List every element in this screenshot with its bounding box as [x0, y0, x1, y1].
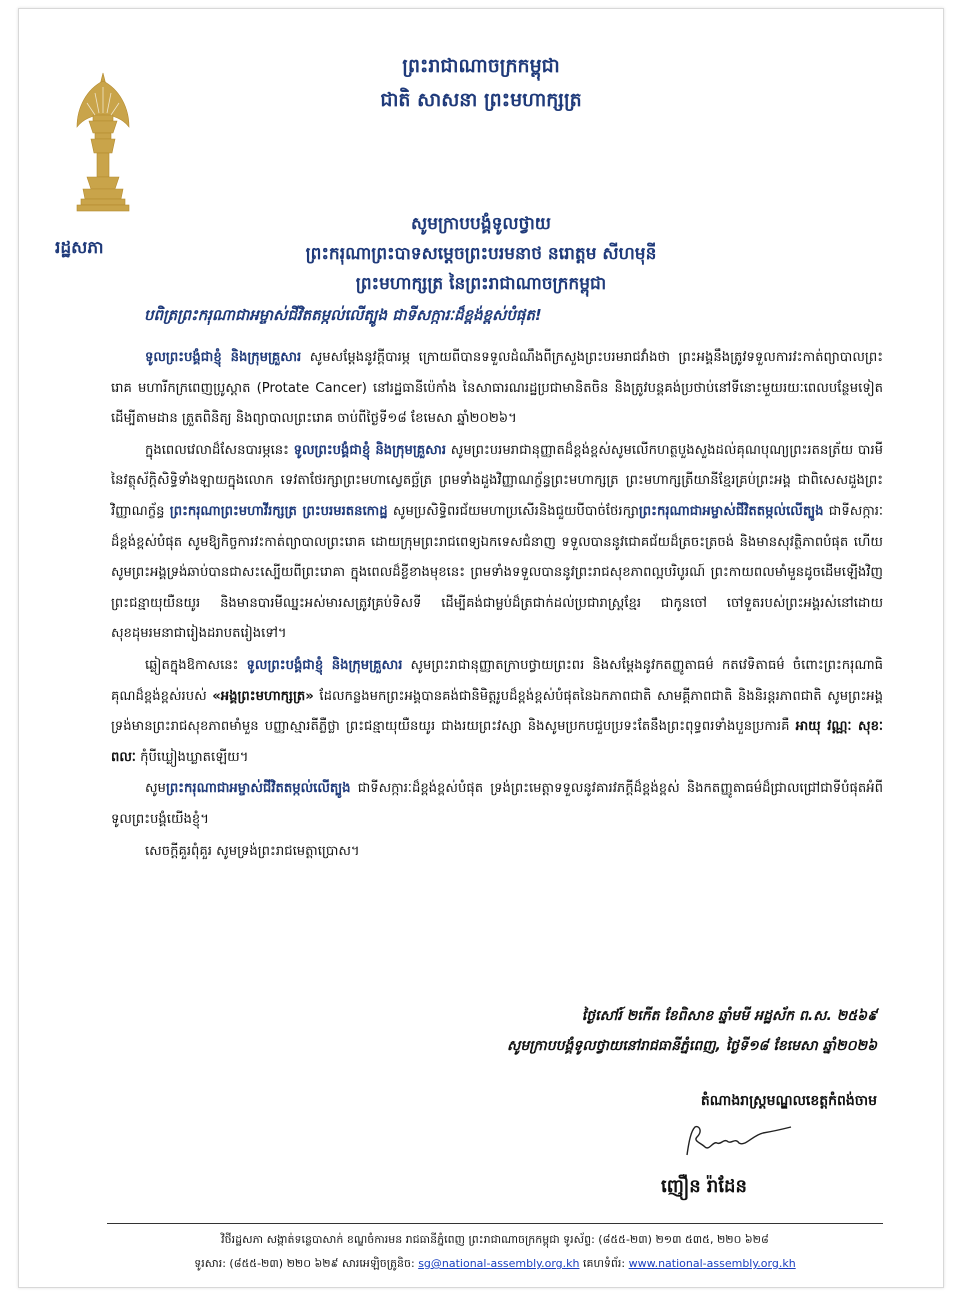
late-king-title: ព្រះករុណាព្រះមហាវីរក្សត្រ ព្រះបរមរតនកោដ្ឋ: [169, 503, 388, 519]
paragraph-2: [111, 436, 883, 650]
sender-phrase: ទូលព្រះបង្គំជាខ្ញុំ និងក្រុមគ្រួសារ: [293, 442, 447, 458]
paragraph-4: [111, 774, 883, 835]
footer-contact: [107, 1252, 883, 1276]
lunar-date: ថ្ងៃសៅរ៍ ២កើត ខែពិសាខ ឆ្នាំមមី អដ្ឋស័ក ព.ស. ២៥៦៩: [581, 1008, 877, 1024]
paragraph-3: [111, 651, 883, 773]
sender-phrase: ទូលព្រះបង្គំជាខ្ញុំ និងក្រុមគ្រួសារ: [246, 657, 403, 673]
kingdom-title: ព្រះរាជាណាចក្រកម្ពុជា: [402, 55, 560, 77]
footer-address: វិថីរដ្ឋសភា សង្កាត់ទន្លេបាសាក់ ខណ្ឌចំការមន រាជធានីភ្នំពេញ ព្រះរាជាណាចក្រកម្ពុជា ទូរស័ព្ទ: (៨៥៥-២៣) ២១៣ ៥៣៥, ២២០ ៦២៨: [221, 1233, 769, 1246]
footer-divider: [107, 1223, 883, 1224]
salutation-line-2: ព្រះករុណាព្រះបាទសម្តេចព្រះបរមនាថ នរោត្តម សីហមុនី: [305, 244, 657, 264]
king-phrase: «អង្គព្រះមហាក្សត្រ»: [212, 688, 314, 704]
paragraph-text: សូមព្រះបរមរាជានុញ្ញាតដ៏ខ្ពង់ខ្ពស់សូមលើកហត្ថបួងសួងដល់គុណបុណ្យព្រះរតនត្រ័យ បារមីនៃវត្ថុស័ក្តិសិទ្ធិទាំងឡាយក្នុងលោក ទេវតាថែរក្សាព្រះមហាស្វេតច្ឆ័ត្រ ព្រមទាំងដួងវិញ្ញាណក្ខ័ន្ធព្រះមហាក្សត្រ ព្រះមហាក្សត្រីយានីខ្មែរគ្រប់ព្រះអង្គ ជាពិសេសដួងព្រះវិញ្ញាណក្ខ័ន្ធ: [111, 442, 884, 519]
signer-office: តំណាងរាស្ត្រមណ្ឌលខេត្តកំពង់ចាម: [700, 1093, 877, 1109]
king-title: ព្រះករុណាជាអម្ចាស់ជីវិតតម្កល់លើត្បូង: [638, 503, 824, 519]
salutation: [19, 209, 943, 299]
paragraph-text: សូមប្រសិទ្ធិពរជ័យមហាប្រសើរនិងជួយបីបាច់ថែរក្សា: [387, 503, 639, 519]
signer-name: ញឿន រ៉ាដែន: [661, 1176, 747, 1197]
handwritten-signature: [679, 1117, 799, 1167]
fax-label: ទូរសារ: (៨៥៥-២៣) ២២០ ៦២៩ សារអេឡិចត្រូនិច:: [194, 1257, 419, 1270]
paragraph-text: សូម: [145, 781, 166, 797]
blessings-phrase: អាយុ វណ្ណៈ សុខៈ ពលៈ: [111, 719, 883, 765]
salutation-line-1: សូមក្រាបបង្គំទូលថ្វាយ: [411, 214, 551, 234]
solar-date: សូមក្រាបបង្គំទូលថ្វាយនៅរាជធានីភ្នំពេញ, ថ្ងៃទី១៨ ខែមេសា ឆ្នាំ២០២៦: [506, 1038, 877, 1054]
address-headline: បពិត្រព្រះករុណាជាអម្ចាស់ជីវិតតម្កល់លើត្បូង ជាទីសក្ការៈដ៏ខ្ពង់ខ្ពស់បំផុត!: [144, 306, 542, 324]
king-title: ព្រះករុណាជាអម្ចាស់ជីវិតតម្កល់លើត្បូង: [165, 781, 351, 797]
website-label: គេហទំព័រ:: [579, 1257, 629, 1270]
paragraph-1: [111, 343, 883, 435]
salutation-line-3: ព្រះមហាក្សត្រ នៃព្រះរាជាណាចក្រកម្ពុជា: [355, 274, 607, 294]
paragraph-text: ដែលកន្លងមកព្រះអង្គបានគង់ជានិមិត្តរូបដ៏ខ្ពង់ខ្ពស់បំផុតនៃឯកភាពជាតិ សាមគ្គីភាពជាតិ និងនិរន្តរភាពជាតិ សូមព្រះអង្គទ្រង់មានព្រះរាជសុខភាពមាំមួន បញ្ញាស្មារតីភ្លឺថ្លា ព្រះជន្មាយុយឺនយូរ ជាងរយព្រះវស្សា និងសូមប្រកបជួបប្រទះតែនឹងព្រះពុទ្ធពរទាំងបួនប្រការគឺ: [111, 688, 883, 735]
paragraph-text: ឆ្លៀតក្នុងឱកាសនេះ: [145, 657, 247, 673]
assembly-label: រដ្ឋសភា: [55, 238, 104, 258]
email-link[interactable]: sg@national-assembly.org.kh: [418, 1257, 580, 1270]
letter-page: [18, 8, 944, 1288]
website-link[interactable]: www.national-assembly.org.kh: [628, 1257, 796, 1270]
sender-phrase: ទូលព្រះបង្គំជាខ្ញុំ និងក្រុមគ្រួសារ: [145, 350, 302, 365]
paragraph-text: ជាទីសក្ការៈដ៏ខ្ពង់ខ្ពស់បំផុត សូមឱ្យកិច្ចការវះកាត់ព្យាបាលព្រះរោគ ដោយក្រុមព្រះរាជពេទ្យឯកទេសជំនាញ ទទួលបាននូវជោគជ័យដ៏ត្រចះត្រចង់ និងមានសុវត្ថិភាពបំផុត ហើយសូមព្រះអង្គទ្រង់ឆាប់បានជាសះស្បើយពីព្រះរោគា ក្នុងពេលដ៏ខ្លីខាងមុខនេះ ព្រមទាំងទទួលបាននូវព្រះរាជសុខភាពល្អបរិបូរណ៍ ព្រះកាយពលមាំមួនដូចដើមឡើងវិញ ព្រះជន្មាយុយឺនយូរ និងមានបារមីឈ្នះអស់មារសត្រូវគ្រប់ទិសទី ដើម្បីគង់ជាម្លប់ដ៏ត្រជាក់ដល់ប្រជារាស្ត្រខ្មែរ ជាកូនចៅ ចៅទួតរបស់ព្រះអង្គរស់នៅដោយសុខដុមរមនាជារៀងដរាបតរៀងទៅ។: [111, 503, 884, 642]
paragraph-text: សូមព្រះរាជានុញ្ញាតក្រាបថ្វាយព្រះពរ និងសម្តែងនូវកតញ្ញូតាធម៌ កតវេទិតាធម៌ ចំពោះព្រះករុណាធិគុណដ៏ខ្ពង់ខ្ពស់របស់: [111, 657, 884, 704]
motto-line: ជាតិ សាសនា ព្រះមហាក្សត្រ: [380, 89, 582, 111]
national-motto: [19, 49, 943, 117]
paragraph-5: សេចក្តីគួរពុំគួរ សូមទ្រង់ព្រះរាជមេត្តាប្រោស។: [145, 843, 360, 859]
footer: [107, 1228, 883, 1276]
date-block: [507, 1001, 877, 1061]
paragraph-text: ជាទីសក្ការៈដ៏ខ្ពង់ខ្ពស់បំផុត ទ្រង់ព្រះមេត្តាទទួលនូវគារវភក្តីដ៏ខ្ពង់ខ្ពស់ និងកតញ្ញូតាធម៌ដ៏ជ្រាលជ្រៅជាទីបំផុតអំពីទូលព្រះបង្គំយើងខ្ញុំ។: [111, 781, 883, 827]
letter-body: [111, 343, 883, 868]
paragraph-text: កុំបីឃ្លៀងឃ្លាតឡើយ។: [135, 749, 249, 765]
paragraph-text: ក្នុងពេលវេលាដ៏សែនបារម្ភនេះ: [145, 442, 294, 458]
paragraph-text: សូមសម្តែងនូវក្តីបារម្ភ ក្រោយពីបានទទួលដំណឹងពីក្រសួងព្រះបរមរាជវាំងថា ព្រះអង្គនឹងត្រូវទទួលការវះកាត់ព្យាបាលព្រះរោគ មហារីកក្រពេញប្រូស្តាត (Protate Cancer) នៅរដ្ឋធានីប៉េកាំង នៃសាធារណរដ្ឋប្រជាមានិតចិន និងត្រូវបន្តគង់ប្រថាប់នៅទីនោះមួយរយៈពេលបន្ថែមទៀត ដើម្បីតាមដាន ត្រួតពិនិត្យ និងព្យាបាលព្រះរោគ ចាប់ពីថ្ងៃទី១៨ ខែមេសា ឆ្នាំ២០២៦។: [111, 350, 884, 427]
